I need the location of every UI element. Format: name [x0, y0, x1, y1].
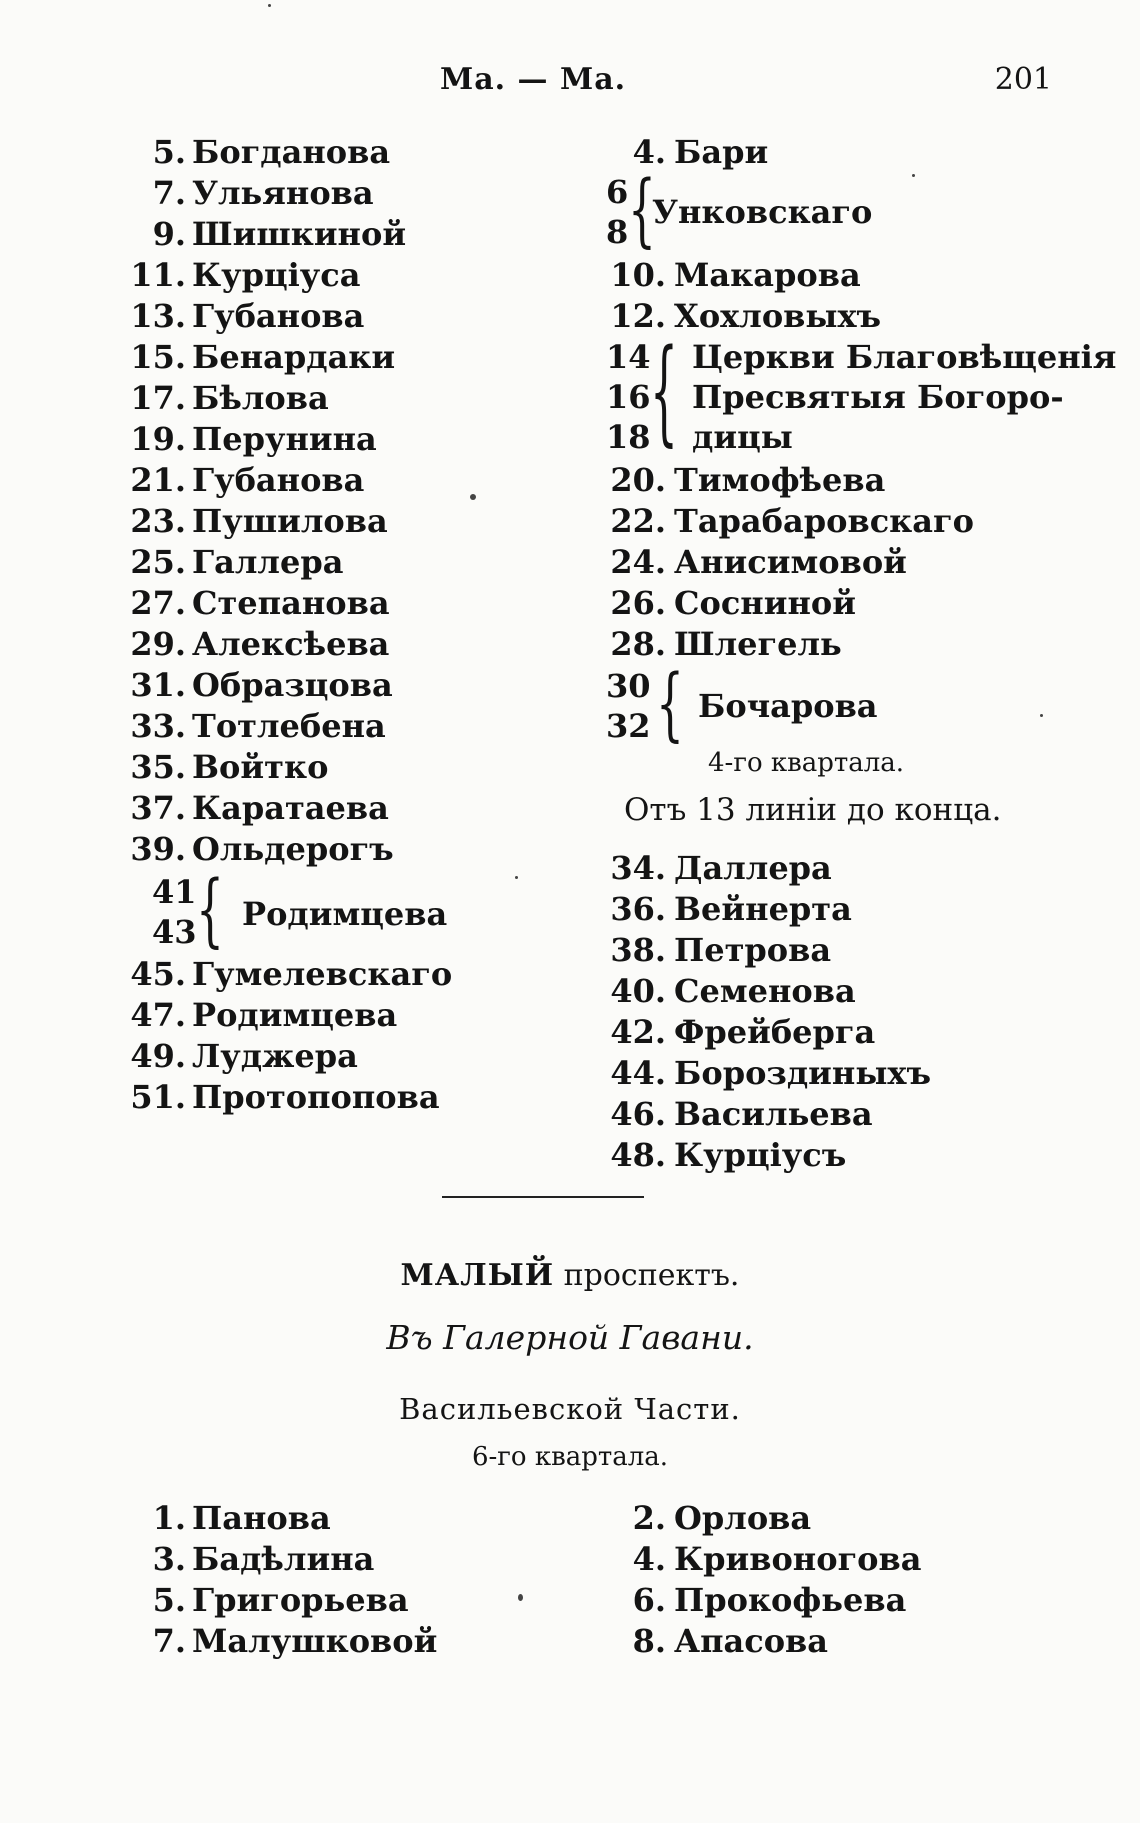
- list-item: 48. Курціусъ: [610, 1136, 847, 1174]
- bracket-group: [606, 164, 906, 257]
- list-item: 7. Ульянова: [152, 174, 374, 212]
- list-item: 8. Апасова: [632, 1622, 829, 1660]
- list-item: 11. Курціуса: [130, 256, 361, 294]
- district-label: Васильевской Части.: [399, 1392, 741, 1426]
- print-speck: [912, 174, 915, 177]
- list-item: 19. Перунина: [130, 420, 377, 458]
- list-item: 44. Бороздиныхъ: [610, 1054, 932, 1092]
- list-item: 10. Макарова: [610, 256, 861, 294]
- list-item: 24. Анисимовой: [610, 543, 907, 581]
- list-item: 7. Малушковой: [152, 1622, 438, 1660]
- bracket-numbers: 41 43: [152, 873, 197, 951]
- print-speck: [515, 876, 518, 879]
- list-item: 4. Кривоногова: [632, 1540, 922, 1578]
- brace-icon: {: [628, 164, 656, 257]
- list-item: 39. Ольдерогъ: [130, 830, 394, 868]
- bracket-group: [152, 864, 452, 957]
- section-subtitle: Въ Галерной Гавани.: [386, 1318, 754, 1357]
- list-item: 17. Бѣлова: [130, 379, 329, 417]
- list-item: 46. Васильева: [610, 1095, 873, 1133]
- bracket-label: Церкви Благовѣщенія Пресвятыя Богоро- дицы: [692, 338, 1117, 456]
- list-item: 21. Губанова: [130, 461, 365, 499]
- brace-icon: {: [196, 864, 224, 957]
- list-item: 42. Фрейберга: [610, 1013, 876, 1051]
- print-speck: [518, 1594, 523, 1601]
- list-item: 25. Галлера: [130, 543, 344, 581]
- quarter-label: 6-го квартала.: [471, 1442, 669, 1472]
- list-item: 4. Бари: [632, 133, 769, 171]
- list-item: 47. Родимцева: [130, 996, 398, 1034]
- bracket-label: Бочарова: [698, 687, 878, 725]
- list-item: 26. Сосниной: [610, 584, 856, 622]
- list-item: 34. Даллера: [610, 849, 832, 887]
- list-item: 31. Образцова: [130, 666, 393, 704]
- list-item: 9. Шишкиной: [152, 215, 407, 253]
- section-divider: [442, 1196, 644, 1198]
- page-number: 201: [994, 62, 1052, 97]
- print-speck: [470, 494, 476, 500]
- list-item: 27. Степанова: [130, 584, 390, 622]
- list-item: 15. Бенардаки: [130, 338, 396, 376]
- list-item: 37. Каратаева: [130, 789, 389, 827]
- list-item: 28. Шлегель: [610, 625, 842, 663]
- list-item: 51. Протопопова: [130, 1078, 440, 1116]
- brace-icon: {: [656, 658, 684, 751]
- print-speck: [1040, 714, 1043, 717]
- bracket-numbers: 14 16 18: [606, 338, 651, 456]
- bracket-numbers: 30 32: [606, 667, 651, 745]
- list-item: 49. Луджера: [130, 1037, 358, 1075]
- running-header: [0, 62, 1140, 106]
- bracket-group: [606, 658, 906, 751]
- range-label: Отъ 13 линіи до конца.: [624, 792, 1002, 828]
- header-title: Ma. — Ma.: [440, 62, 627, 97]
- list-item: 35. Войтко: [130, 748, 329, 786]
- list-item: 3. Бадѣлина: [152, 1540, 375, 1578]
- quarter-label: 4-го квартала.: [708, 748, 905, 778]
- bracket-label: Родимцева: [242, 895, 448, 933]
- bracket-group: [606, 326, 1117, 460]
- list-item: 29. Алексѣева: [130, 625, 390, 663]
- list-item: 33. Тотлебена: [130, 707, 386, 745]
- print-speck: [268, 4, 271, 7]
- list-item: 6. Прокофьева: [632, 1581, 907, 1619]
- list-item: 23. Пушилова: [130, 502, 388, 540]
- list-item: 5. Богданова: [152, 133, 391, 171]
- list-item: 36. Вейнерта: [610, 890, 852, 928]
- bracket-numbers: 6 8: [606, 173, 629, 251]
- list-item: 13. Губанова: [130, 297, 365, 335]
- brace-icon: {: [650, 326, 678, 460]
- list-item: 2. Орлова: [632, 1499, 812, 1537]
- bracket-label: Унковскаго: [652, 193, 873, 231]
- list-item: 40. Семенова: [610, 972, 856, 1010]
- list-item: 12. Хохловыхъ: [610, 297, 882, 335]
- list-item: 5. Григорьева: [152, 1581, 409, 1619]
- list-item: 38. Петрова: [610, 931, 832, 969]
- list-item: 20. Тимофѣева: [610, 461, 886, 499]
- list-item: 22. Тарабаровскаго: [610, 502, 974, 540]
- section-title: МАЛЫЙ проспектъ.: [400, 1258, 740, 1293]
- list-item: 1. Панова: [152, 1499, 331, 1537]
- list-item: 45. Гумелевскаго: [130, 955, 453, 993]
